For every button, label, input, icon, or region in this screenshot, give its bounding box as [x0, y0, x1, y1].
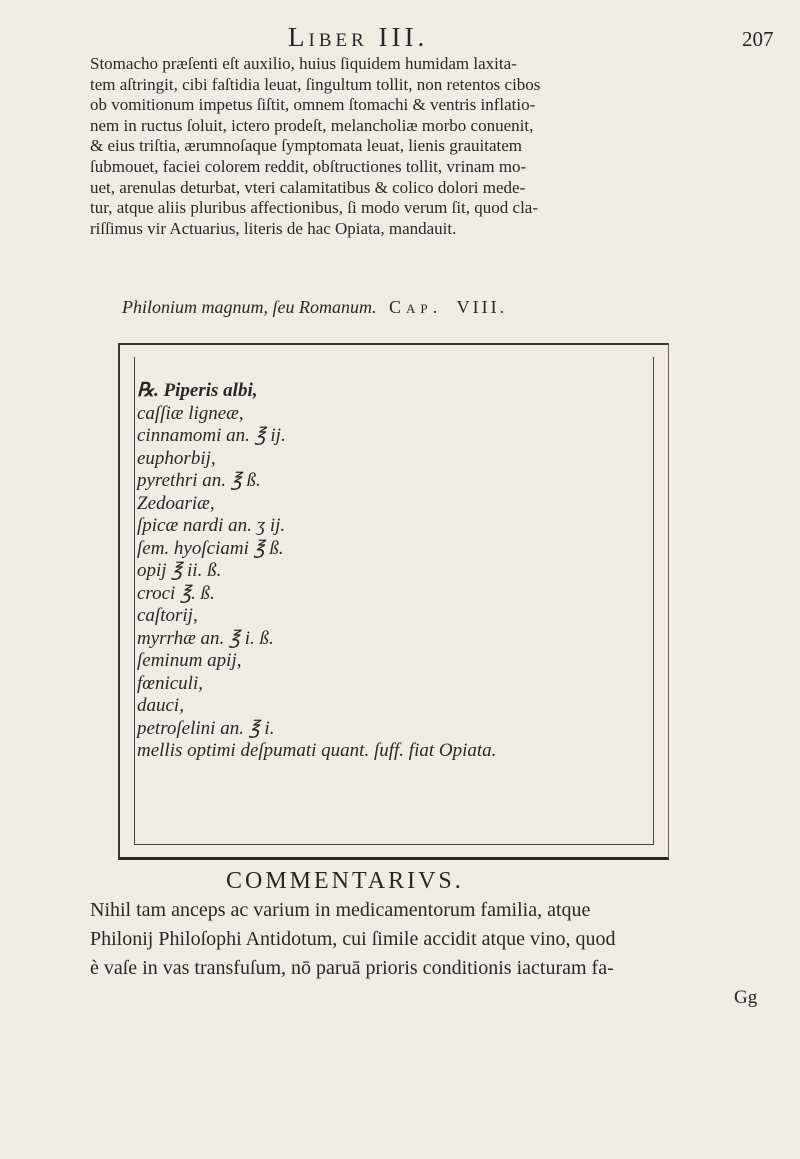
body-line: Stomacho præſenti eſt auxilio, huius ſiquidem humidam laxita- [90, 54, 517, 73]
chapter-heading [122, 297, 762, 318]
chapter-title: Philonium magnum, ſeu Romanum. [122, 297, 377, 317]
recipe-line: euphorbij, [137, 447, 216, 469]
recipe-line: ſpicæ nardi an. ʒ ij. [137, 515, 286, 536]
recipe-line: pyrethri an. ℥ ß. [137, 470, 261, 491]
running-head [0, 22, 800, 52]
recipe-line: myrrhæ an. ℥ i. ß. [137, 627, 274, 649]
running-head-title: Liber III. [288, 22, 429, 52]
body-line: ſubmouet, faciei colorem reddit, obſtructiones tollit, vrinam mo- [90, 156, 527, 176]
recipe-line: ℞. Piperis albi, [137, 380, 258, 401]
chapter-label: Cap. [388, 297, 443, 317]
body-line: tem aſtringit, cibi faſtidia leuat, ſingultum tollit, non retentos cibos [90, 74, 541, 94]
recipe-list [137, 380, 657, 763]
recipe-line: opij ℥ ii. ß. [137, 560, 222, 581]
recipe-line: ſeminum apij, [137, 650, 242, 671]
recipe-line: cinnamomi an. ℥ ij. [137, 425, 286, 446]
body-line: nem in ructus ſoluit, ictero prodeſt, melancholiæ morbo conuenit, [90, 115, 534, 135]
body-line: tur, atque aliis pluribus affectionibus, ſi modo verum ſit, quod cla- [90, 198, 539, 218]
recipe-line: mellis optimi deſpumati quant. ſuff. fiat Opiata. [137, 740, 497, 761]
chapter-number: VIII. [456, 297, 508, 317]
recipe-line: caſſiæ ligneæ, [137, 402, 244, 424]
recipe-line: caſtorij, [137, 605, 198, 626]
body-line: uet, arenulas deturbat, vteri calamitatibus & colico dolori mede- [90, 177, 526, 197]
recipe-line: ſem. hyoſciami ℥ ß. [137, 537, 284, 559]
body-line: & eius triſtia, ærumnoſaque ſymptomata leuat, lienis grauitatem [90, 136, 522, 156]
recipe-line: fœniculi, [137, 672, 203, 694]
commentary-paragraph [90, 896, 770, 983]
commentary-line: è vaſe in vas transfuſum, nō paruā prioris conditionis iacturam fa- [90, 957, 614, 979]
signature-mark: Gg [734, 987, 758, 1008]
commentary-heading: COMMENTARIVS. [226, 868, 464, 894]
body-line: ob vomitionum impetus ſiſtit, omnem ſtomachi & ventris inflatio- [90, 95, 536, 115]
body-line: riſſimus vir Actuarius, literis de hac Opiata, mandauit. [90, 218, 457, 238]
recipe-line: croci ℥. ß. [137, 582, 215, 604]
commentary-line: Philonij Philoſophi Antidotum, cui ſimile accidit atque vino, quod [90, 928, 616, 950]
body-paragraph [90, 54, 750, 239]
recipe-line: Zedoariæ, [137, 492, 215, 514]
commentary-line: Nihil tam anceps ac varium in medicamentorum familia, atque [90, 899, 591, 921]
recipe-line: dauci, [137, 695, 184, 716]
recipe-line: petroſelini an. ℥ i. [137, 717, 275, 739]
page-number: 207 [742, 27, 774, 51]
